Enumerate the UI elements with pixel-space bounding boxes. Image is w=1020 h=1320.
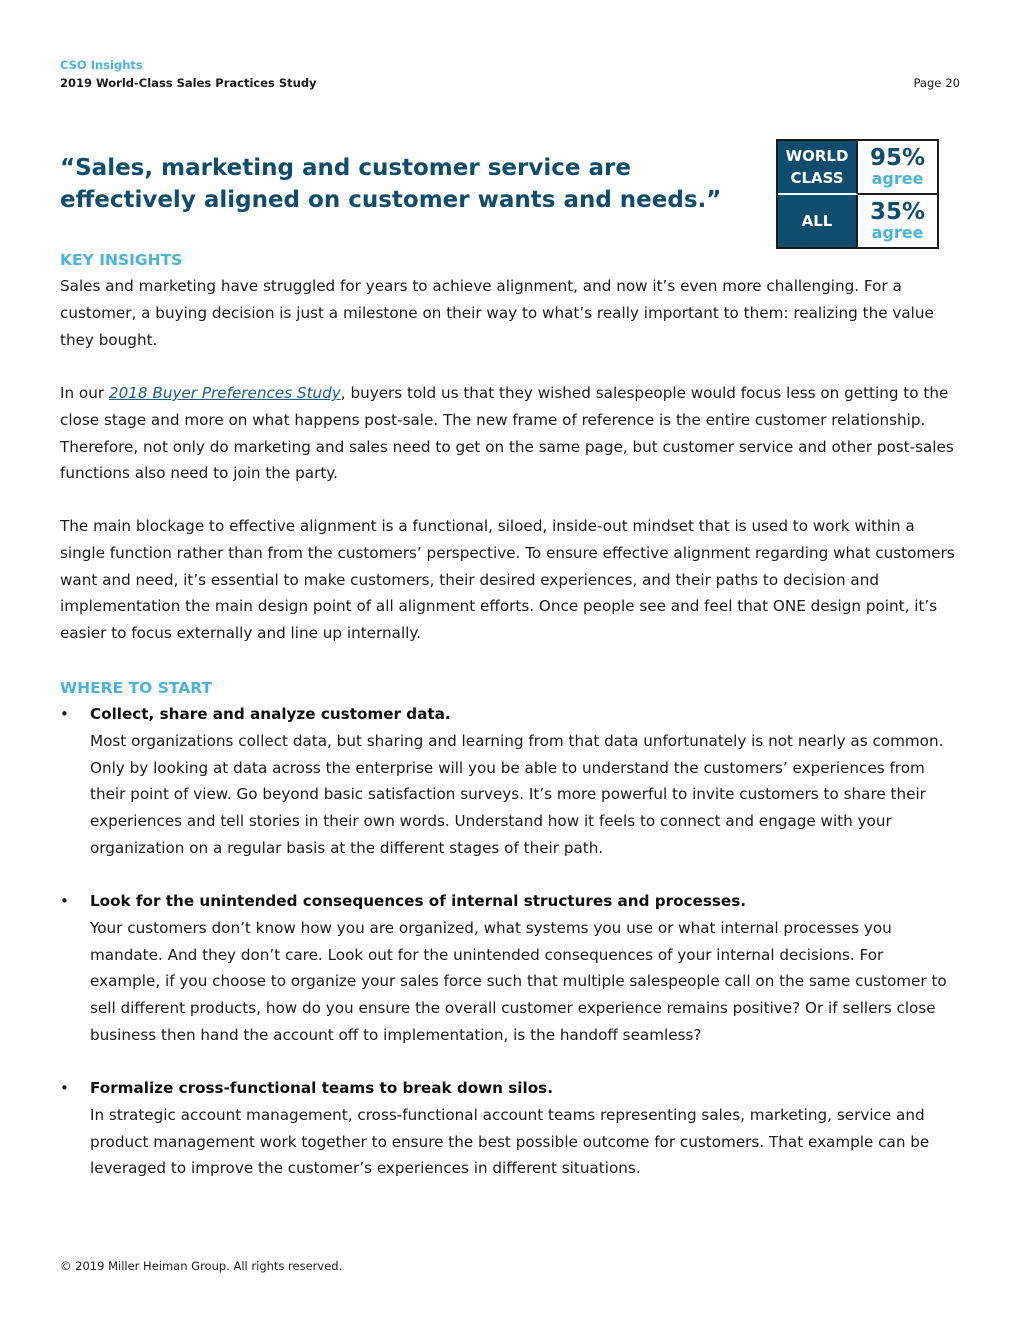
list-item-body: In strategic account management, cross-functional account teams representing sales, marketing, service and product management work together to ensure the best possible outcome for customers. That example can be leveraged to improve the customer’s experiences in different situations.: [90, 1105, 930, 1178]
list-item-content: [90, 888, 958, 1049]
stat-box: [776, 139, 939, 249]
list-item-body: Most organizations collect data, but sharing and learning from that data unfortunately is not nearly as common. Only by looking at data across the enterprise will you be able to understand the customers’ experiences from their point of view. Go beyond basic satisfaction surveys. It’s more powerful to invite customers to share their experiences and tell stories in their own words. Understand how it feels to connect and engage with your organization on a regular basis at the different stages of their path.: [90, 731, 944, 857]
paragraph-2-intro: In our: [60, 384, 109, 402]
world-class-value: 95%: [869, 145, 926, 171]
buyer-preferences-study-link[interactable]: 2018 Buyer Preferences Study: [108, 384, 341, 402]
world-class-stat: [858, 141, 937, 195]
world-class-agree: agree: [871, 169, 924, 188]
world-class-label: WORLD CLASS: [778, 141, 858, 195]
paragraph-2-rest: , buyers told us that they wished salespeople would focus less on getting to the close stage and more on what happens post-sale. The new frame of reference is the entire customer relationship. Therefore, not only do marketing and sales need to get on the same page, but customer service and other post-sales functions also need to join the party.: [60, 384, 954, 483]
all-stat: [858, 195, 937, 247]
bullet-icon: •: [60, 705, 69, 723]
list-item-heading: Formalize cross-functional teams to break down silos.: [90, 1079, 553, 1097]
list-item-body: Your customers don’t know how you are organized, what systems you use or what internal processes you mandate. And they don’t care. Look out for the unintended consequences of your internal decisions. For example, if you choose to organize your sales force such that multiple salespeople call on the same customer to sell different products, how do you ensure the overall customer experience remains positive? Or if sellers close business then hand the account off to implementation, is the handoff seamless?: [90, 918, 947, 1044]
list-item-heading: Collect, share and analyze customer data.: [90, 705, 451, 723]
header-study-title: 2019 World-Class Sales Practices Study: [60, 76, 317, 90]
key-insights-title: KEY INSIGHTS: [60, 251, 183, 269]
list-item-content: [90, 701, 958, 862]
bullet-icon: •: [60, 892, 69, 910]
list-item-heading: Look for the unintended consequences of internal structures and processes.: [90, 892, 747, 910]
page-label: Page: [913, 76, 942, 90]
headline-quote: “Sales, marketing and customer service are effectively aligned on customer wants and needs.”: [60, 155, 722, 213]
all-label: ALL: [778, 195, 858, 247]
all-value: 35%: [869, 199, 926, 225]
key-insights-paragraph-2: [60, 380, 960, 487]
list-item-content: [90, 1075, 958, 1182]
key-insights-paragraph-3: The main blockage to effective alignment is a functional, siloed, inside-out mindset that is used to work within a single function rather than from the customers’ perspective. To ensure effective alignment regarding what customers want and need, it’s essential to make customers, their desired experiences, and their paths to decision and implementation the main design point of all alignment efforts. Once people see and feel that ONE design point, it’s easier to focus externally and line up internally.: [60, 517, 955, 643]
header-brand: CSO Insights: [60, 58, 143, 72]
page-number: [910, 76, 960, 90]
where-to-start-title: WHERE TO START: [60, 679, 213, 697]
bullet-icon: •: [60, 1079, 69, 1097]
key-insights-paragraph-1: Sales and marketing have struggled for years to achieve alignment, and now it’s even more challenging. For a customer, a buying decision is just a milestone on their way to what’s really important to them: realizing the value they bought.: [60, 277, 934, 349]
all-agree: agree: [871, 223, 924, 242]
copyright-footer: © 2019 Miller Heiman Group. All rights reserved.: [60, 1259, 343, 1273]
page-number-value: 20: [945, 76, 960, 90]
